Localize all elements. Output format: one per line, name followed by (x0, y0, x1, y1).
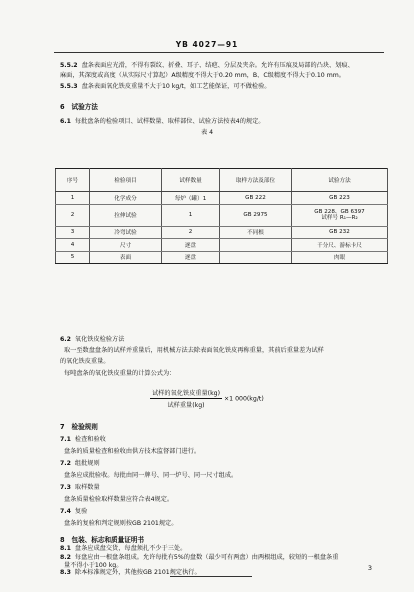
clause-7-1-title: 7.1 检查和验收 (60, 436, 106, 443)
col-header-qty: 试样数量 (162, 169, 220, 192)
formula-denominator: 试样重量(kg) (167, 402, 205, 409)
method-line: GB 228、GB 6397 (314, 208, 365, 215)
cell-item: 尺寸 (90, 239, 162, 252)
table-row (56, 204, 388, 226)
cell-sampling: GB 222 (220, 192, 292, 205)
section-7-heading: 7 检验规则 (60, 423, 98, 431)
page-number: 3 (367, 564, 372, 572)
cell-no: 3 (56, 226, 90, 239)
oxide-weight-formula (150, 388, 264, 409)
cell-sampling: GB 2975 (220, 204, 292, 226)
cell-sampling (220, 251, 292, 264)
clause-6-2-line2: 的氧化铁皮重量。 (60, 358, 110, 365)
cell-sampling (220, 239, 292, 252)
cell-qty: 每炉（罐）1 (162, 192, 220, 205)
clause-6-1: 6.1 每批盘条的检验项目、试样数量、取样部位、试验方法按表4的规定。 (60, 118, 265, 125)
clause-7-1-text: 盘条的质量检查和验收由供方技术监督部门进行。 (64, 448, 201, 455)
clause-8-3: 8.3 除本标准规定外，其他按GB 2101规定执行。 (60, 569, 201, 576)
cell-method: 千分尺、游标卡尺 (292, 239, 388, 252)
col-header-sampling: 取样方法及部位 (220, 169, 292, 192)
clause-7-4-text: 盘条的复验和判定规则按GB 2101规定。 (64, 520, 178, 527)
cell-no: 2 (56, 204, 90, 226)
col-header-no: 序号 (56, 169, 90, 192)
table-row (56, 226, 388, 239)
cell-no: 5 (56, 251, 90, 264)
cell-method: 肉眼 (292, 251, 388, 264)
section-6-heading: 6 试验方法 (60, 103, 98, 111)
clause-5-5-2-line2: 麻面，其深度或高度（从实际尺寸算起）A级精度不得大于0.20 mm，B、C级精度不得大于0.10 mm。 (60, 72, 345, 79)
clause-6-2-line3: 每吨盘条的氧化铁皮重量的计算公式为： (64, 370, 176, 377)
cell-qty: 2 (162, 226, 220, 239)
cell-qty: 1 (162, 204, 220, 226)
col-header-method: 试验方法 (292, 169, 388, 192)
clause-7-3-text: 盘条质量检验取样数量应符合表4规定。 (64, 496, 174, 503)
cell-item: 冷弯试验 (90, 226, 162, 239)
formula-fraction (150, 388, 222, 409)
cell-sampling: 不同根 (220, 226, 292, 239)
table-header-row (56, 169, 388, 192)
table-4 (55, 168, 388, 264)
clause-5-5-2-line1: 5.5.2 盘条表面应光滑，不得有裂纹、折叠、耳子、结疤、分层及夹杂。允许有压痕及局部的凸块、划痕、 (60, 62, 354, 69)
clause-8-1: 8.1 盘条应成盘交货，每盘须扎不少于三处。 (60, 545, 187, 552)
clause-5-5-3: 5.5.3 盘条表面氧化铁皮重量不大于10 kg/t，如工艺能保证，可不做检验。 (60, 83, 271, 90)
clause-6-2-line1: 取一至数盘盘条的试样并重量后，用机械方法去除表面氧化铁皮再称重量，其前后重量差为试样 (64, 347, 324, 354)
cell-no: 4 (56, 239, 90, 252)
table-row (56, 192, 388, 205)
formula-multiplier: ×1 000(kg/t) (224, 395, 264, 403)
clause-7-2-text: 盘条应成批验收。每批由同一牌号、同一炉号、同一尺寸组成。 (64, 472, 238, 479)
table-row (56, 251, 388, 264)
cell-item: 拉伸试验 (90, 204, 162, 226)
clause-8-2-line2: 量不得小于100 kg。 (64, 562, 123, 569)
col-header-item: 检验项目 (90, 169, 162, 192)
table-row (56, 239, 388, 252)
cell-qty: 逐盘 (162, 251, 220, 264)
clause-6-2-heading: 6.2 氧化铁皮检验方法 (60, 336, 125, 343)
method-line: 试样号 R₁—R₂ (321, 215, 358, 221)
cell-method (292, 204, 388, 226)
cell-item: 表面 (90, 251, 162, 264)
cell-item: 化学成分 (90, 192, 162, 205)
cell-method: GB 223 (292, 192, 388, 205)
clause-7-2-title: 7.2 组批规则 (60, 460, 100, 467)
cell-qty: 逐盘 (162, 239, 220, 252)
formula-numerator: 试样的氧化铁皮重量(kg) (152, 390, 221, 397)
section-8-heading: 8 包装、标志和质量证明书 (60, 536, 145, 544)
header-rule (54, 52, 384, 53)
standard-code: YB 4027—91 (175, 40, 239, 49)
clause-8-2-line1: 8.2 每盘应由一根盘条组成。允许每批有5%的盘数（最少可有两盘）由两根组成，较短的一根盘条重 (60, 554, 339, 561)
cell-method: GB 232 (292, 226, 388, 239)
table-4-caption: 表 4 (200, 129, 214, 136)
clause-7-3-title: 7.3 取样数量 (60, 484, 100, 491)
clause-7-4-title: 7.4 复验 (60, 508, 88, 515)
cell-no: 1 (56, 192, 90, 205)
end-rule (170, 576, 252, 577)
